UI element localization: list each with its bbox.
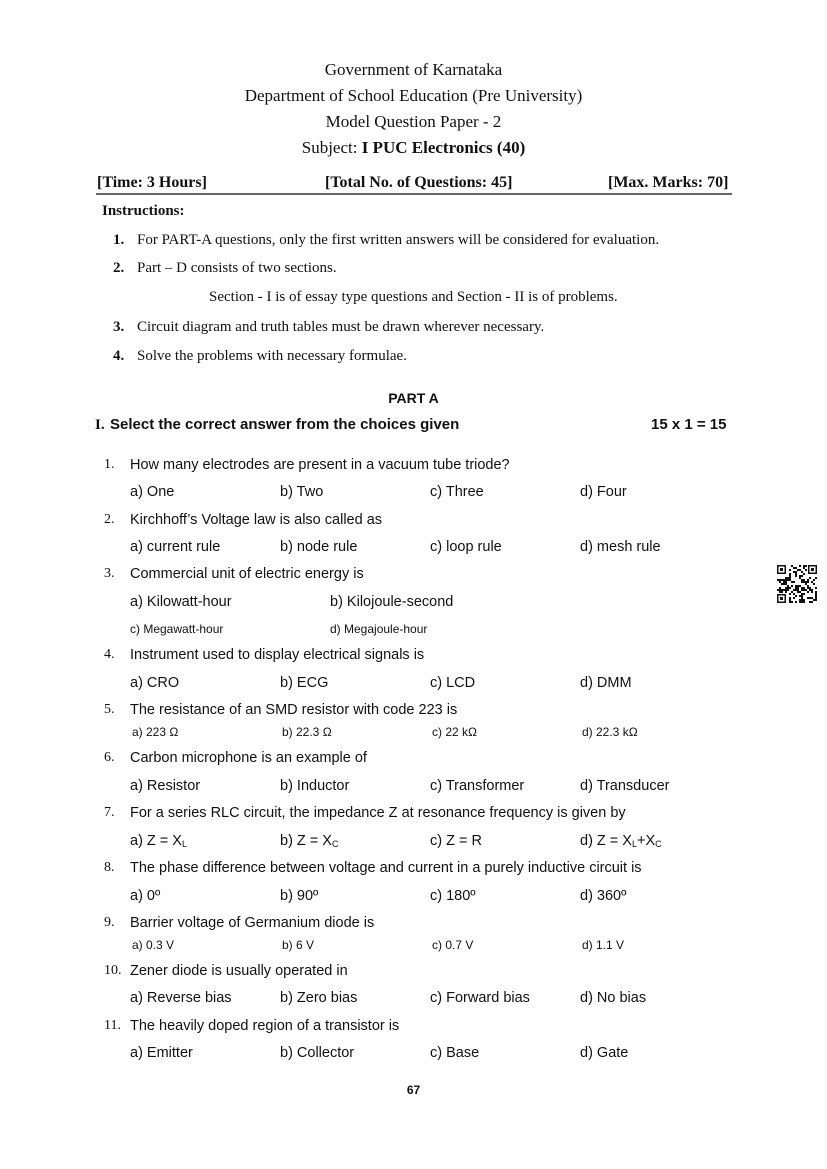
option-text: a) One	[130, 484, 175, 500]
total-questions-label: [Total No. of Questions: 45]	[325, 174, 513, 191]
option-text: a) Kilowatt-hour	[130, 594, 232, 610]
answer-option-d	[580, 886, 626, 906]
option-text: d) Transducer	[580, 778, 670, 794]
option-text: a) current rule	[130, 539, 221, 555]
option-text: c) Base	[430, 1045, 480, 1061]
option-text: b) Inductor	[280, 778, 350, 794]
option-text: d) 22.3 kΩ	[582, 725, 638, 739]
question-number: 8.	[104, 860, 115, 875]
instruction-number: 1.	[113, 232, 125, 248]
option-text: c) 0.7 V	[432, 938, 474, 952]
answer-option-b	[282, 935, 314, 955]
qr-code-icon	[777, 565, 817, 603]
option-text: b) Two	[280, 484, 324, 500]
option-text: c) loop rule	[430, 539, 502, 555]
option-text: b) ECG	[280, 675, 329, 691]
answer-option-b	[280, 673, 328, 693]
question-number: 2.	[104, 512, 115, 527]
answer-option-a	[132, 722, 178, 742]
answer-option-b	[330, 592, 453, 612]
option-text: d) Four	[580, 484, 627, 500]
option-subscript: C	[655, 839, 662, 849]
option-subscript: L	[631, 839, 637, 849]
question-number: 5.	[104, 702, 115, 717]
answer-option-c	[430, 673, 475, 693]
option-text: b) Collector	[280, 1045, 355, 1061]
answer-option-d	[580, 776, 669, 796]
option-text: a) Z = X	[130, 833, 182, 849]
answer-option-a	[130, 673, 179, 693]
question-number: 10.	[104, 963, 122, 978]
answer-option-c	[430, 537, 502, 557]
option-text: d) Z = X	[580, 833, 632, 849]
answer-option-a	[130, 776, 200, 796]
option-subscript: L	[181, 839, 187, 849]
option-text: c) 22 kΩ	[432, 725, 477, 739]
option-text: a) Emitter	[130, 1045, 193, 1061]
question-number: 11.	[104, 1018, 121, 1033]
answer-option-d	[330, 619, 427, 639]
instruction-item: Part – D consists of two sections.	[137, 260, 337, 276]
option-text: c) LCD	[430, 675, 476, 691]
question-text: Commercial unit of electric energy is	[130, 566, 364, 582]
question-text: Kirchhoff’s Voltage law is also called as	[130, 512, 383, 528]
question-text: Zener diode is usually operated in	[130, 963, 348, 979]
option-text: c) Z = R	[430, 833, 482, 849]
answer-option-a	[130, 482, 174, 502]
part-title: PART A	[388, 390, 439, 406]
answer-option-d	[582, 935, 624, 955]
option-text: d) 360º	[580, 888, 627, 904]
instructions-title: Instructions:	[102, 203, 185, 219]
option-text: a) Resistor	[130, 778, 201, 794]
instruction-number: 4.	[113, 348, 125, 364]
subject-value: I PUC Electronics (40)	[361, 138, 526, 157]
answer-option-c	[430, 482, 484, 502]
question-number: 6.	[104, 750, 115, 765]
answer-option-c	[432, 722, 477, 742]
option-text: c) 180º	[430, 888, 476, 904]
answer-option-d	[580, 482, 627, 502]
question-number: 3.	[104, 566, 115, 581]
header-government: Government of Karnataka	[324, 60, 503, 79]
header-paper-title: Model Question Paper - 2	[325, 112, 502, 131]
option-text: b) node rule	[280, 539, 358, 555]
option-text: c) Three	[430, 484, 484, 500]
header-subject	[0, 138, 827, 158]
answer-option-a	[130, 831, 187, 854]
option-text: b) Zero bias	[280, 990, 358, 1006]
answer-option-b	[280, 886, 318, 906]
question-number: 9.	[104, 915, 115, 930]
answer-option-b	[280, 988, 357, 1008]
answer-option-d	[580, 537, 661, 557]
answer-option-a	[130, 1043, 193, 1063]
answer-option-b	[280, 482, 323, 502]
answer-option-d	[580, 831, 662, 854]
answer-option-d	[580, 988, 646, 1008]
question-text: For a series RLC circuit, the impedance Z at resonance frequency is given by	[130, 805, 626, 821]
option-text: c) Forward bias	[430, 990, 530, 1006]
instruction-item: For PART-A questions, only the first written answers will be considered for evaluation.	[137, 232, 660, 248]
instruction-number: 3.	[113, 319, 125, 335]
answer-option-c	[130, 619, 223, 639]
option-text: d) mesh rule	[580, 539, 661, 555]
answer-option-c	[432, 935, 473, 955]
question-text: Barrier voltage of Germanium diode is	[130, 915, 375, 931]
max-marks-label: [Max. Marks: 70]	[608, 174, 729, 191]
answer-option-a	[130, 592, 232, 612]
question-number: 4.	[104, 647, 115, 662]
option-text: c) Megawatt-hour	[130, 622, 224, 636]
answer-option-c	[430, 776, 524, 796]
question-text: The resistance of an SMD resistor with code 223 is	[130, 702, 458, 718]
answer-option-b	[280, 831, 338, 854]
answer-option-a	[130, 537, 220, 557]
answer-option-b	[280, 537, 357, 557]
answer-option-c	[430, 988, 530, 1008]
instruction-item: Section - I is of essay type questions and Section - II is of problems.	[209, 289, 618, 305]
instruction-item: Solve the problems with necessary formulae.	[137, 348, 407, 364]
question-number: 1.	[104, 457, 115, 472]
answer-option-b	[280, 1043, 354, 1063]
header-divider	[96, 193, 732, 195]
answer-option-d	[580, 1043, 628, 1063]
option-text: d) Gate	[580, 1045, 629, 1061]
option-text: a) 223 Ω	[132, 725, 179, 739]
section-number: I.	[95, 417, 105, 433]
answer-option-c	[430, 886, 476, 906]
header-department: Department of School Education (Pre University)	[244, 86, 583, 105]
instruction-number: 2.	[113, 260, 125, 276]
question-text: The phase difference between voltage and current in a purely inductive circuit is	[130, 860, 642, 876]
option-text: b) Z = X	[280, 833, 332, 849]
question-text: Instrument used to display electrical signals is	[130, 647, 425, 663]
question-text: Carbon microphone is an example of	[130, 750, 367, 766]
section-marks: 15 x 1 = 15	[651, 416, 727, 433]
section-instruction: Select the correct answer from the choices given	[110, 416, 460, 433]
page-number: 67	[406, 1083, 421, 1097]
answer-option-c	[430, 1043, 479, 1063]
option-text: a) 0.3 V	[132, 938, 175, 952]
option-text: d) DMM	[580, 675, 632, 691]
answer-option-a	[130, 988, 232, 1008]
answer-option-b	[282, 722, 332, 742]
option-text: b) 90º	[280, 888, 319, 904]
option-text: b) Kilojoule-second	[330, 594, 454, 610]
option-text: b) 22.3 Ω	[282, 725, 332, 739]
answer-option-d	[582, 722, 638, 742]
option-text: a) Reverse bias	[130, 990, 232, 1006]
question-text: The heavily doped region of a transistor is	[130, 1018, 400, 1034]
answer-option-a	[132, 935, 174, 955]
question-number: 7.	[104, 805, 115, 820]
subject-label: Subject:	[301, 138, 362, 157]
option-text: d) Megajoule-hour	[330, 622, 428, 636]
option-subscript: C	[331, 839, 339, 849]
option-text: c) Transformer	[430, 778, 525, 794]
instruction-item: Circuit diagram and truth tables must be drawn wherever necessary.	[137, 319, 545, 335]
answer-option-c	[430, 831, 482, 851]
answer-option-d	[580, 673, 632, 693]
option-text: d) 1.1 V	[582, 938, 625, 952]
answer-option-a	[130, 886, 160, 906]
option-text-tail: +X	[637, 833, 656, 849]
option-text: a) 0º	[130, 888, 161, 904]
option-text: d) No bias	[580, 990, 647, 1006]
time-label: [Time: 3 Hours]	[97, 174, 207, 191]
option-text: a) CRO	[130, 675, 180, 691]
answer-option-b	[280, 776, 349, 796]
question-text: How many electrodes are present in a vacuum tube triode?	[130, 457, 510, 473]
option-text: b) 6 V	[282, 938, 315, 952]
